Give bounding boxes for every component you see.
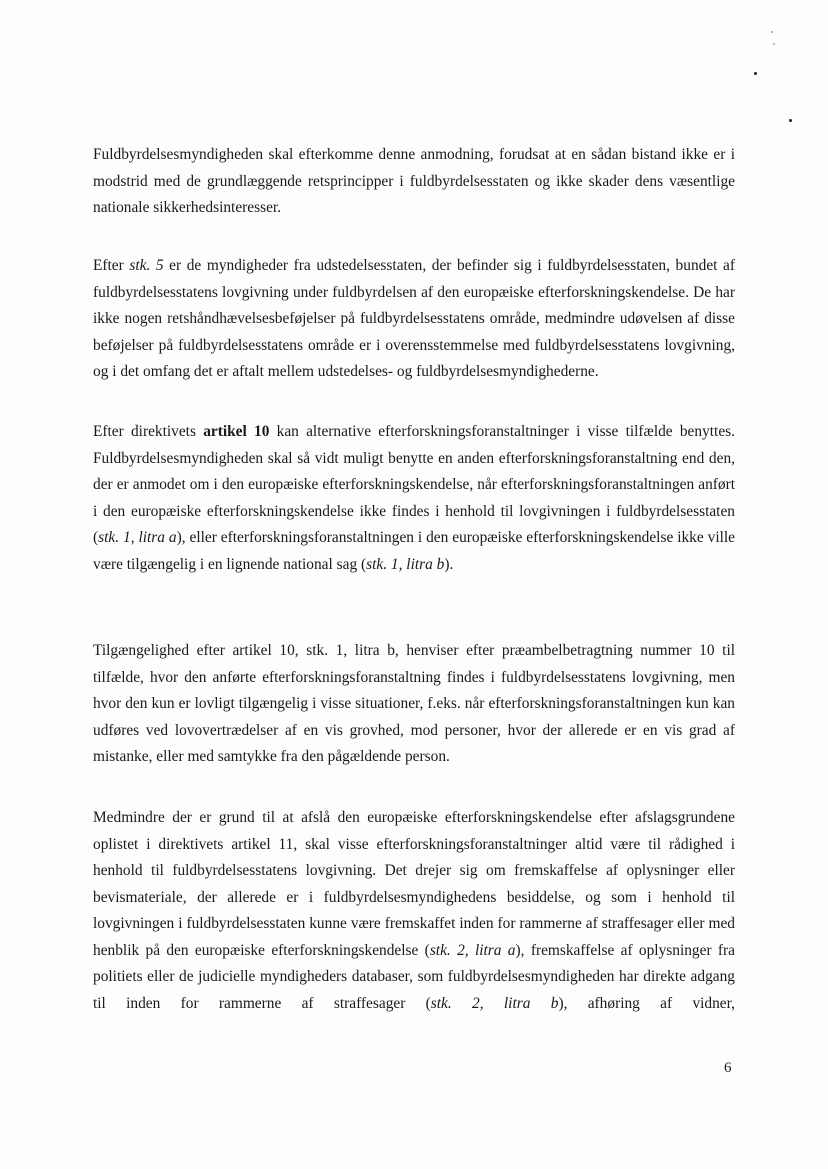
paragraph-5-text-a: Medmindre der er grund til at afslå den europæiske efterforskningskendelse efter afslagsgrundene oplistet i direktivets artikel 11, skal visse efterforskningsforanstaltninger altid være til rådighed i henhold til fuldbyrdelsesstatens lovgivning. Det drejer sig om fremskaffelse af oplysninger eller bevismateriale, der allerede er i fuldbyrdelsesmyndighedens besiddelse, og som i henhold til lovgivningen i fuldbyrdelsesstaten kunne være fremskaffet inden for rammerne af straffesager eller med henblik på den europæiske efterforskningskendelse ( — [93, 809, 735, 959]
scan-speck — [773, 43, 775, 45]
paragraph-2-text-b: er de myndigheder fra udstedelsesstaten, der befinder sig i fuldbyrdelsesstaten, bundet af fuldbyrdelsesstatens lovgivning under fuldbyrdelsen af den europæiske efterforskningskendelse. De har ikke nogen retshåndhævelsesbeføjelser på fuldbyrdelsesstatens område, medmindre udøvelsen af disse beføjelser på fuldbyrdelsesstatens område er i overensstemmelse med fuldbyrdelsesstatens lovgivning, og i det omfang det er aftalt mellem udstedelses- og fuldbyrdelsesmyndighederne. — [93, 257, 735, 380]
paragraph-1 — [93, 142, 735, 222]
paragraph-3-article-reference: artikel 10 — [203, 423, 270, 440]
paragraph-5-reference-1: stk. 2, litra a — [429, 941, 516, 959]
scan-speck — [754, 72, 757, 75]
paragraph-5-text-b: ), fremskaffelse af oplysninger fra politiets eller de judicielle myndigheders databaser, som fuldbyrdelsesmyndigheden har direkte adgang til inden for rammerne af straffesager ( — [93, 941, 735, 1012]
paragraph-1-text: Fuldbyrdelsesmyndigheden skal efterkomme denne anmodning, forudsat at en sådan bistand ikke er i modstrid med de grundlæggende retsprincipper i fuldbyrdelsesstaten og ikke skader dens væsentlige nationale sikkerhedsinteresser. — [93, 146, 735, 216]
paragraph-3-text-c: ), eller efterforskningsforanstaltningen i den europæiske efterforskningskendelse ikke ville være tilgængelig i en lignende national sag ( — [93, 529, 735, 573]
paragraph-5-reference-2: stk. 2, litra b — [430, 994, 559, 1012]
paragraph-5-text-c: ), afhøring af vidner, — [558, 994, 735, 1012]
paragraph-3 — [93, 419, 735, 578]
scan-speck — [789, 119, 792, 122]
paragraph-3-reference-2: stk. 1, litra b — [366, 555, 445, 573]
paragraph-3-text-a: Efter direktivets — [93, 423, 204, 440]
paragraph-4 — [93, 638, 735, 771]
paragraph-4-text: Tilgængelighed efter artikel 10, stk. 1, litra b, henviser efter præambelbetragtning nummer 10 til tilfælde, hvor den anførte efterforskningsforanstaltning findes i fuldbyrdelsesstatens lovgivning, men hvor den kun er lovligt tilgængelig i visse situationer, f.eks. når efterforskningsforanstaltningen kun kan udføres ved lovovertrædelser af en vis grovhed, mod personer, hvor der allerede er en vis grad af mistanke, eller med samtykke fra den pågældende person. — [93, 642, 735, 765]
paragraph-3-text-b: kan alternative efterforskningsforanstaltninger i visse tilfælde benyttes. Fuldbyrdelsesmyndigheden skal så vidt muligt benytte en anden efterforskningsforanstaltning end den, der er anmodet om i den europæiske efterforskningskendelse, når efterforskningsforanstaltningen anført i den europæiske efterforskningskendelse ikke findes i henhold til lovgivningen i fuldbyrdelsesstaten ( — [93, 423, 735, 546]
page-number: 6 — [724, 1060, 732, 1076]
paragraph-3-text-d: ). — [444, 555, 454, 573]
paragraph-5 — [93, 805, 735, 1017]
paragraph-2 — [93, 253, 735, 386]
paragraph-3-reference-1: stk. 1, litra a — [98, 529, 177, 546]
paragraph-2-text-a: Efter — [93, 257, 130, 274]
paragraph-2-reference: stk. 5 — [129, 257, 164, 274]
scan-speck — [771, 31, 773, 33]
